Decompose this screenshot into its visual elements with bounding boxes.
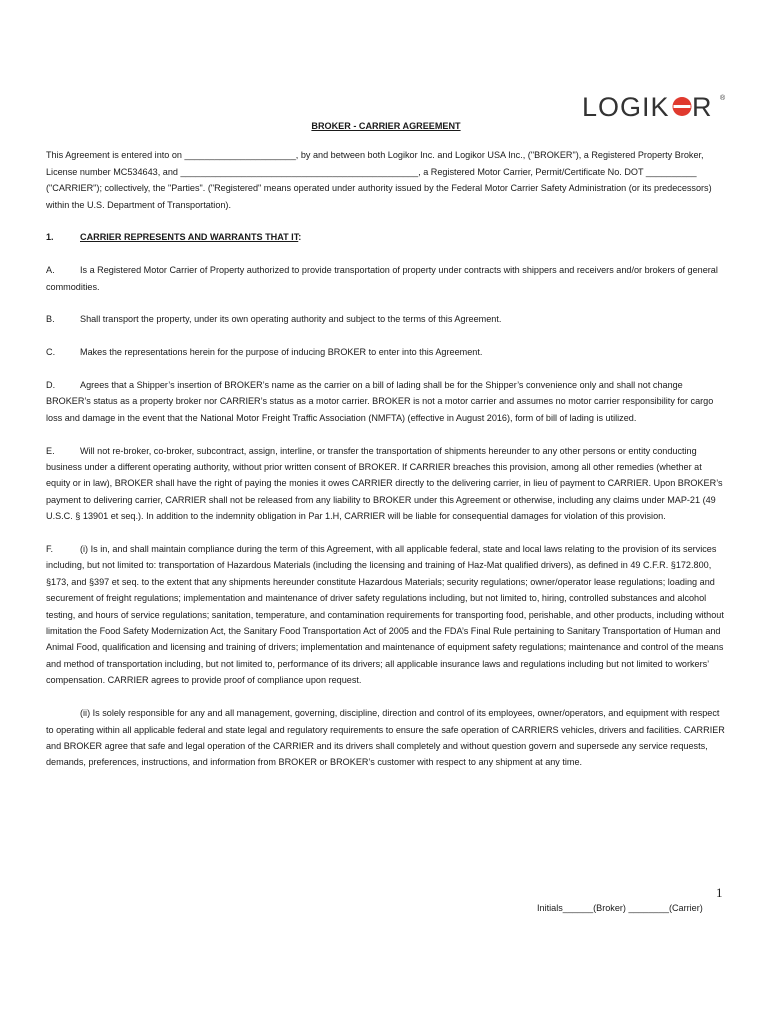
page-title: BROKER - CARRIER AGREEMENT (311, 121, 461, 131)
agreement-body (46, 118, 726, 787)
clause-letter: D. (46, 380, 56, 391)
section-1-heading (46, 229, 726, 245)
section-title: CARRIER REPRESENTS AND WARRANTS THAT IT (80, 232, 299, 243)
clause-text: Shall transport the property, under its own operating authority and subject to the terms of this Agreement. (80, 314, 502, 325)
clause-f (46, 541, 726, 689)
page-number: 1 (716, 885, 723, 900)
clause-text: Is a Registered Motor Carrier of Property authorized to provide transportation of property under contracts with shippers and receivers and/or brokers of general commodities. (46, 265, 718, 292)
clause-letter: F. (46, 544, 54, 555)
intro-paragraph: This Agreement is entered into on ______________________, by and between both Logikor Inc. and Logikor USA Inc., ("BROKER"), a Registered Property Broker, License number MC534643, and _______________________________________________, a Registered Motor Carrier, Permit/Certificate No. DOT __________ ("CARRIER"); collectively, the "Parties". ("Registered" means operated under authority issued by the Federal Motor Carrier Safety Administration (or its predecessors) within the U.S. Department of Transportation). (46, 150, 712, 210)
logikor-logo-mark (582, 88, 727, 122)
clause-text: Agrees that a Shipper’s insertion of BROKER’s name as the carrier on a bill of lading shall be for the Shipper’s convenience only and shall not change BROKER’s status as a property broker nor CARRIER’s status as a motor carrier. BROKER is not a motor carrier and assumes no motor carrier responsibility for cargo loss and damage in the event that the National Motor Freight Traffic Association (NMFTA) (effective in August 2016), form of bill of lading is utilized. (46, 380, 714, 423)
clause-letter: C. (46, 347, 56, 358)
svg-text:LOGIK: LOGIK (582, 92, 670, 122)
clause-a (46, 262, 726, 295)
clause-letter: E. (46, 445, 55, 456)
svg-text:®: ® (720, 95, 726, 102)
clause-b (46, 311, 726, 327)
clause-letter: B. (46, 314, 55, 325)
clause-letter: A. (46, 265, 55, 276)
clause-c (46, 344, 726, 360)
clause-text: Makes the representations herein for the purpose of inducing BROKER to enter into this Agreement. (80, 347, 483, 358)
svg-text:R: R (692, 92, 712, 122)
section-number: 1. (46, 232, 54, 243)
clause-d (46, 377, 726, 426)
logikor-logo (582, 88, 727, 122)
clause-text: Will not re-broker, co-broker, subcontract, assign, interline, or transfer the transportation of shipments hereunder to any other persons or entity conducting business under a different operating authority, without prior written consent of BROKER. If CARRIER breaches this provision, among all other remedies (whether at equity or in law), BROKER shall have the right of paying the monies it owes CARRIER directly to the delivering carrier, in lieu of payment to CARRIER. Upon BROKER’s payment to delivering carrier, CARRIER shall not be released from any liability to BROKER under this Agreement or otherwise, including any claims under MAP-21 (49 U.S.C. § 13901 et seq.). In addition to the indemnity obligation in Par 1.H, CARRIER will be liable for consequential damages for violation of this provision. (46, 445, 723, 522)
clause-text: (i) Is in, and shall maintain compliance during the term of this Agreement, with all applicable federal, state and local laws relating to the provision of its services including, but not limited to: transportation of Hazardous Materials (including the licensing and training of Haz-Mat qualified drivers), as defined in 49 C.F.R. §172.800, §173, and §397 et seq. to the extent that any shipments hereunder constitute Hazardous Materials; security regulations; owner/operator lease regulations; loading and securement of freight regulations; implementation and maintenance of driver safety regulations including, but not limited to, hiring, controlled substances and alcohol testing, and hours of service regulations; sanitation, temperature, and contamination requirements for transporting food, perishable, and other products, including without limitation the Food Safety Modernization Act, the Sanitary Food Transportation Act of 2005 and the FDA’s Final Rule pertaining to Sanitary Transportation of Human and Animal Food, qualification and licensing and training of drivers; implementation and maintenance of equipment safety regulations; maintenance and control of the means and method of transportation including, but not limited to, performance of its drivers; all applicable insurance laws and regulations including but not limited to workers’ compensation. CARRIER agrees to provide proof of compliance upon request. (46, 544, 724, 686)
section-colon: : (298, 232, 302, 243)
initials-line: Initials______(Broker) ________(Carrier) (537, 903, 703, 913)
clause-e (46, 443, 726, 525)
clause-f-ii: (ii) Is solely responsible for any and all management, governing, discipline, direction and control of its employees, owner/operators, and equipment with respect to operating within all applicable federal and state legal and regulatory requirements to ensure the safe operation of CARRIERS vehicles, drivers and facilities. CARRIER and BROKER agree that safe and legal operation of the CARRIER and its drivers shall completely and without question govern and supersede any service requests, demands, preferences, instructions, and information from BROKER or BROKER’s customer with respect to any shipment at any time. (46, 708, 725, 768)
